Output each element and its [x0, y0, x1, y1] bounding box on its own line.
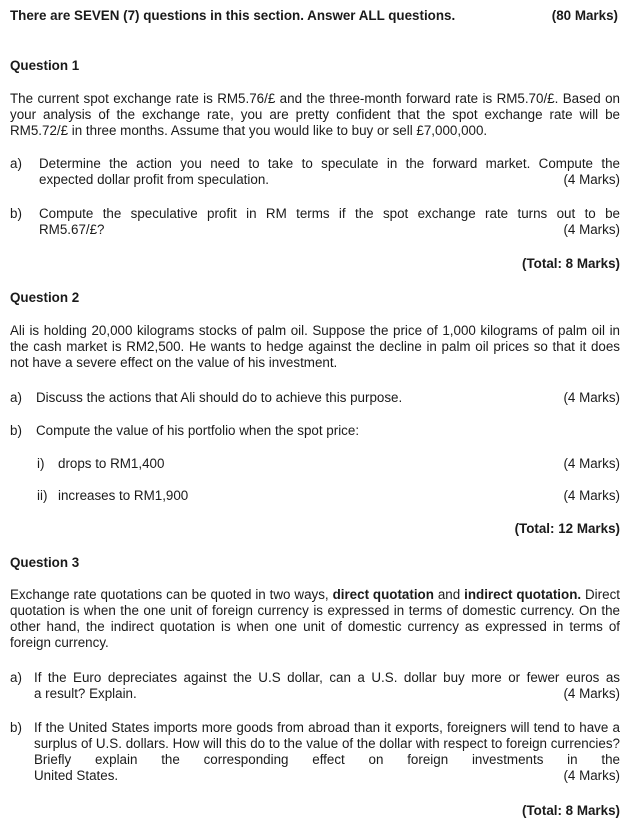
- question-3a-text-line1: If the Euro depreciates against the U.S dollar, can a U.S. dollar buy more or fewer euros as: [34, 670, 620, 685]
- question-3b-marks: (4 Marks): [563, 768, 620, 783]
- question-1b-label: b): [10, 206, 22, 221]
- section-header: [10, 8, 620, 24]
- question-2a: [10, 390, 620, 406]
- question-3-intro-part2: Direct quotation is when the one unit of foreign currency is expressed in terms of domestic currency. On the other hand, the indirect quotation is when one unit of domestic currency as expressed in terms of foreign currency.: [10, 587, 620, 650]
- question-2b-ii-label: ii): [37, 488, 48, 503]
- question-2b-ii-marks: (4 Marks): [563, 488, 620, 503]
- question-3a-label: a): [10, 670, 22, 685]
- question-3-intro: [10, 587, 620, 651]
- question-3b-label: b): [10, 720, 22, 735]
- question-3b: [10, 720, 620, 784]
- question-3a-marks: (4 Marks): [563, 686, 620, 701]
- question-3-intro-direct: direct quotation: [332, 587, 434, 602]
- question-3-total: (Total: 8 Marks): [522, 803, 620, 818]
- question-2b-i-label: i): [37, 456, 45, 471]
- question-1a-text-line2: expected dollar profit from speculation.: [39, 172, 269, 187]
- question-2b-i-marks: (4 Marks): [563, 456, 620, 471]
- question-1b-text-line2: RM5.67/£?: [39, 222, 105, 237]
- question-2b-label: b): [10, 423, 22, 438]
- question-2a-marks: (4 Marks): [563, 390, 620, 405]
- question-3-title: Question 3: [10, 555, 80, 570]
- question-1a-marks: (4 Marks): [563, 172, 620, 187]
- question-2b-i-text: drops to RM1,400: [58, 456, 165, 471]
- question-3-intro-part1: Exchange rate quotations can be quoted in two ways,: [10, 587, 329, 602]
- section-total-marks: (80 Marks): [551, 8, 618, 23]
- question-2-title: Question 2: [10, 290, 80, 305]
- question-2b-text: Compute the value of his portfolio when the spot price:: [36, 423, 360, 438]
- question-1-total: (Total: 8 Marks): [522, 256, 620, 271]
- question-3b-text-main: If the United States imports more goods from abroad than it exports, foreigners will tend to have a surplus of U.S. dollars. How will this do to the value of the dollar with respect to foreign currencies? Briefly explain the corresponding effect on foreign investments in the: [34, 720, 620, 767]
- question-3a: [10, 670, 620, 702]
- question-2-total: (Total: 12 Marks): [514, 521, 620, 536]
- question-2a-text: Discuss the actions that Ali should do to achieve this purpose.: [36, 390, 403, 405]
- question-1b: [10, 206, 620, 238]
- question-3a-text-line2: a result? Explain.: [34, 686, 137, 701]
- question-1a-label: a): [10, 156, 22, 171]
- question-2b-i: [10, 456, 620, 472]
- question-2a-label: a): [10, 390, 22, 405]
- section-instructions: There are SEVEN (7) questions in this section. Answer ALL questions.: [10, 8, 456, 23]
- question-1a: [10, 156, 620, 188]
- question-1-title: Question 1: [10, 58, 80, 73]
- question-2b-ii: [10, 488, 620, 504]
- question-2b: [10, 423, 620, 439]
- question-3b-text-end: United States.: [34, 768, 119, 783]
- question-3-intro-and: and: [437, 587, 461, 602]
- question-3-intro-indirect: indirect quotation.: [464, 587, 582, 602]
- question-2b-ii-text: increases to RM1,900: [58, 488, 189, 503]
- question-2-intro: Ali is holding 20,000 kilograms stocks of palm oil. Suppose the price of 1,000 kilograms of palm oil in the cash market is RM2,500. He wants to hedge against the decline in palm oil prices so that it does not have a severe effect on the value of his investment.: [10, 323, 620, 370]
- question-1a-text-line1: Determine the action you need to take to speculate in the forward market. Compute the: [39, 156, 620, 171]
- question-1b-text-line1: Compute the speculative profit in RM terms if the spot exchange rate turns out to be: [39, 206, 620, 221]
- question-1b-marks: (4 Marks): [563, 222, 620, 237]
- question-1-intro: The current spot exchange rate is RM5.76/£ and the three-month forward rate is RM5.70/£. Based on your analysis of the exchange rate, you are pretty confident that the spot exchange rate will be RM5.72/£ in three months. Assume that you would like to buy or sell £7,000,000.: [10, 91, 620, 138]
